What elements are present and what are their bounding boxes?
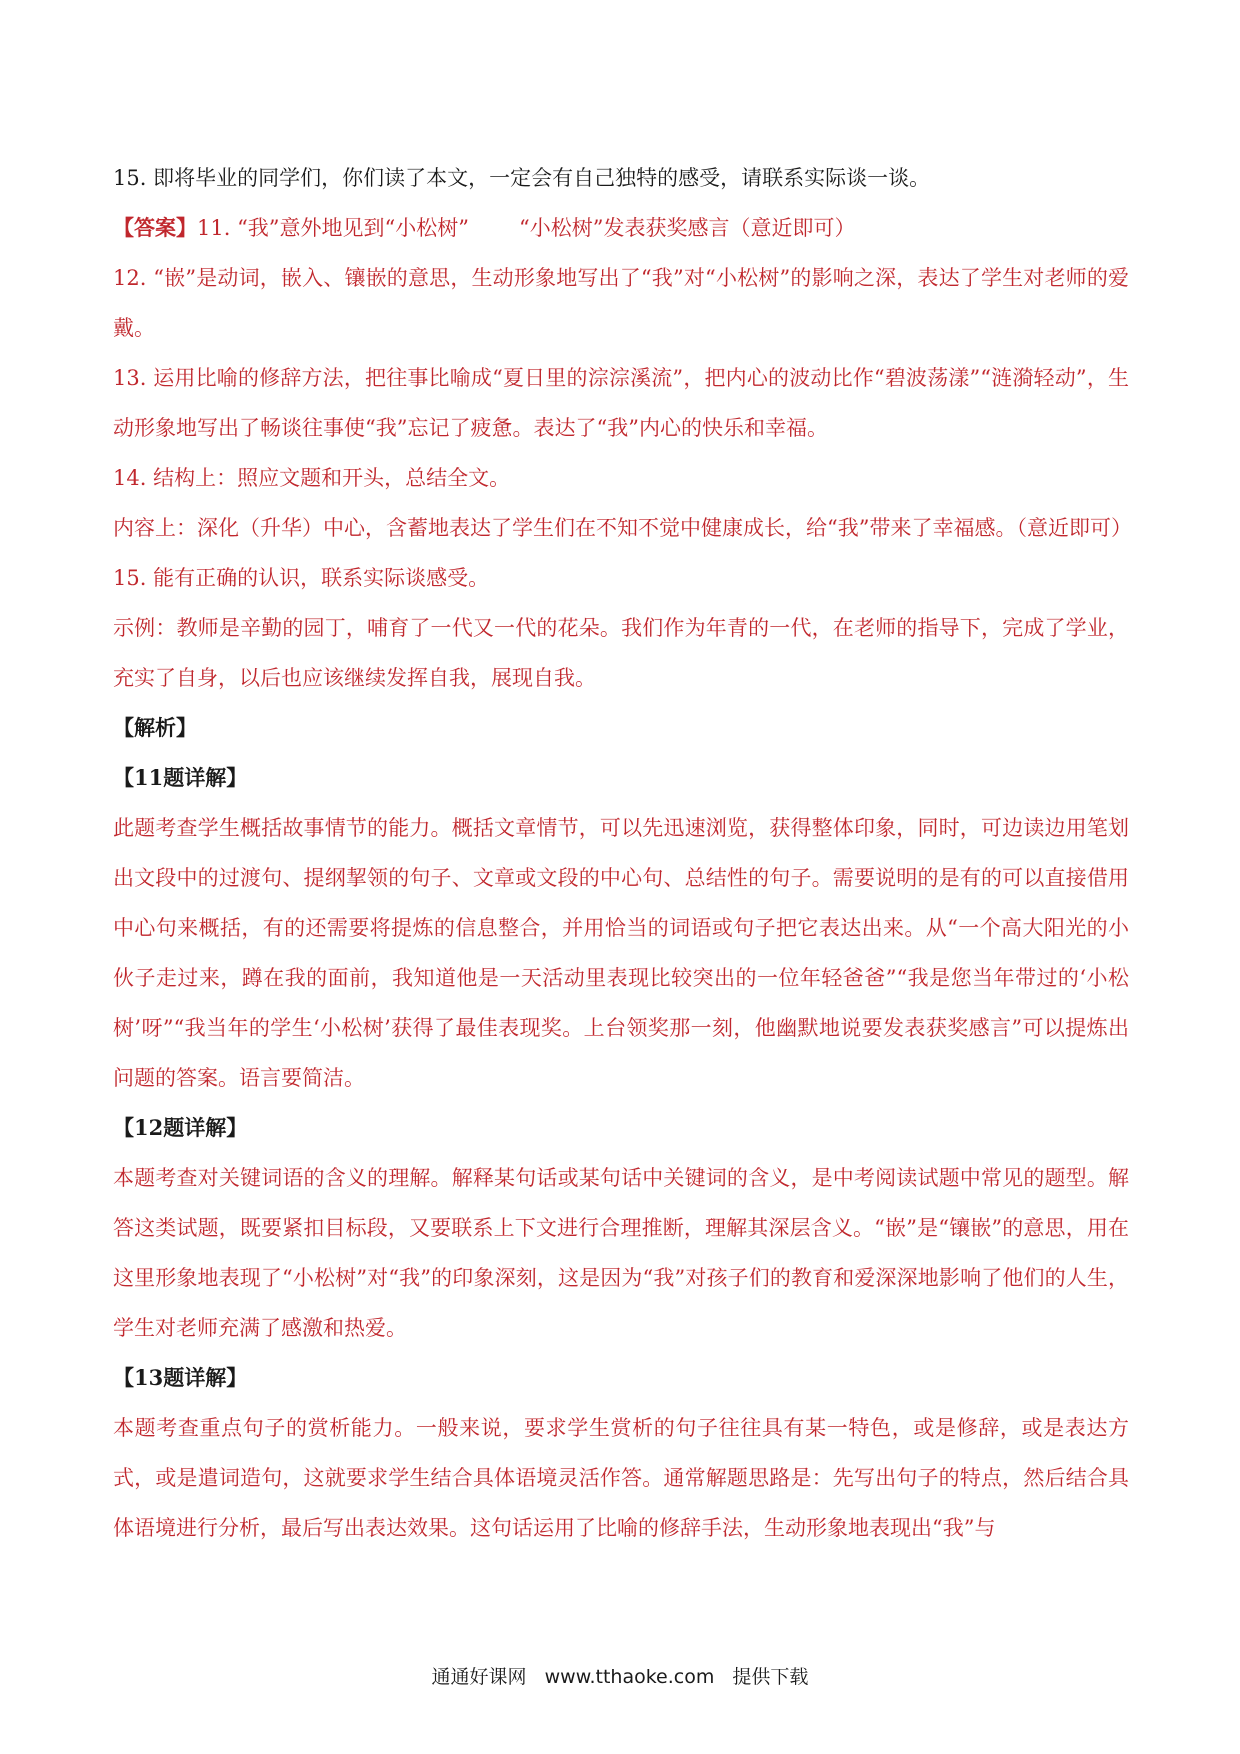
answer-14-structure: 14. 结构上：照应文题和开头，总结全文。 <box>113 466 511 490</box>
answer-tag: 【答案】 <box>113 215 197 240</box>
answer-12: 12. “嵌”是动词，嵌入、镶嵌的意思，生动形象地写出了“我”对“小松树”的影响之深，表达了学生对老师的爱戴。 <box>113 266 1129 340</box>
answer-13: 13. 运用比喻的修辞方法，把往事比喻成“夏日里的淙淙溪流”，把内心的波动比作“碧波荡漾”“涟漪轻动”，生动形象地写出了畅谈往事使“我”忘记了疲惫。表达了“我”内心的快乐和幸福。 <box>113 366 1129 440</box>
answer-14-content: 内容上：深化（升华）中心，含蓄地表达了学生们在不知不觉中健康成长，给“我”带来了幸福感。（意近即可） <box>113 516 1132 540</box>
footer-suffix: 提供下载 <box>732 1666 809 1688</box>
answer-11-part1: 11. “我”意外地见到“小松树” <box>197 216 470 240</box>
detail-12-title: 【12题详解】 <box>113 1115 248 1140</box>
page-footer <box>0 1662 1240 1689</box>
detail-13-body: 本题考查重点句子的赏析能力。一般来说，要求学生赏析的句子往往具有某一特色，或是修辞，或是表达方式，或是遣词造句，这就要求学生结合具体语境灵活作答。通常解题思路是：先写出句子的特点，然后结合具体语境进行分析，最后写出表达效果。这句话运用了比喻的修辞手法，生动形象地表现出“我”与 <box>113 1416 1129 1540</box>
detail-11-body: 此题考查学生概括故事情节的能力。概括文章情节，可以先迅速浏览，获得整体印象，同时，可边读边用笔划出文段中的过渡句、提纲挈领的句子、文章或文段的中心句、总结性的句子。需要说明的是有的可以直接借用中心句来概括，有的还需要将提炼的信息整合，并用恰当的词语或句子把它表达出来。从“一个高大阳光的小伙子走过来，蹲在我的面前，我知道他是一天活动里表现比较突出的一位年轻爸爸”“我是您当年带过的‘小松树’呀”“我当年的学生‘小松树’获得了最佳表现奖。上台领奖那一刻，他幽默地说要发表获奖感言”可以提炼出问题的答案。语言要简洁。 <box>113 816 1129 1090</box>
answer-11-part2: “小松树”发表获奖感言（意近即可） <box>519 216 856 240</box>
question-15: 15. 即将毕业的同学们，你们读了本文，一定会有自己独特的感受，请联系实际谈一谈。 <box>113 166 931 190</box>
detail-12-body: 本题考查对关键词语的含义的理解。解释某句话或某句话中关键词的含义，是中考阅读试题中常见的题型。解答这类试题，既要紧扣目标段，又要联系上下文进行合理推断，理解其深层含义。“嵌”是“镶嵌”的意思，用在这里形象地表现了“小松树”对“我”的印象深刻，这是因为“我”对孩子们的教育和爱深深地影响了他们的人生，学生对老师充满了感激和热爱。 <box>113 1166 1129 1340</box>
footer-url[interactable]: www.tthaoke.com <box>544 1666 715 1688</box>
detail-11-title: 【11题详解】 <box>113 765 248 790</box>
page-content <box>113 153 1132 1553</box>
footer-site-name: 通通好课网 <box>431 1666 527 1688</box>
answer-15: 15. 能有正确的认识，联系实际谈感受。 <box>113 566 490 590</box>
detail-13-title: 【13题详解】 <box>113 1365 248 1390</box>
answer-11-line <box>113 203 1129 253</box>
answer-15-example: 示例：教师是辛勤的园丁，哺育了一代又一代的花朵。我们作为年青的一代，在老师的指导下，完成了学业，充实了自身，以后也应该继续发挥自我，展现自我。 <box>113 616 1129 690</box>
analysis-tag: 【解析】 <box>113 715 197 740</box>
